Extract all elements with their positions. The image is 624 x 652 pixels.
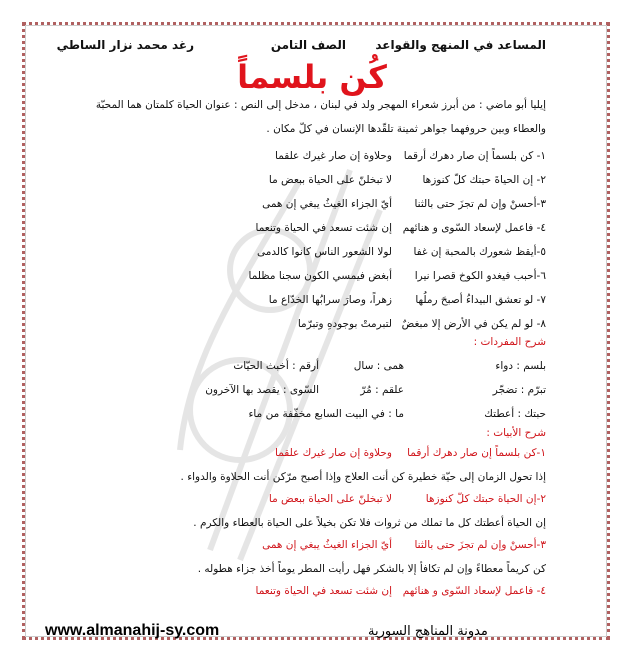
verse-first-hemistich: ٨- لو لم يكن في الأرض إلا مبغضٌ xyxy=(401,318,546,330)
verse-first-hemistich: ٧- لو تعشق البيداءُ أصبحَ رملُها xyxy=(415,294,546,306)
verse-first-hemistich: ٢-إن الحياة حبتك كلّ كنوزها xyxy=(425,493,546,505)
verse-first-hemistich: ٣-أحسنْ وإن لم تجزَ حتى بالثنا xyxy=(414,539,546,551)
vocab-entry: تبرّم : تضجّر xyxy=(492,384,546,396)
verse-first-hemistich: ٦-أحبب فيغدو الكوخ قصرا نيرا xyxy=(414,270,546,282)
vocab-entry: علقم : مُرّ xyxy=(360,384,404,396)
verse-first-hemistich: ١- كن بلسماً إن صار دهرك أرقما xyxy=(403,150,546,162)
verse-first-hemistich: ٥-أيقظ شعورك بالمحبة إن غفا xyxy=(413,246,546,258)
verse-second-hemistich: لتبرمتْ بوجودهِ وتبرّما xyxy=(297,318,392,330)
verse-second-hemistich: أبغض فيمسي الكون سجنا مظلما xyxy=(248,270,392,282)
vocab-entry: همى : سال xyxy=(353,360,404,372)
vocab-entry: حبتك : أعطتك xyxy=(484,408,546,420)
lesson-title: كُن بلسماً xyxy=(237,58,387,96)
verse-second-hemistich: أيّ الجزاء الغيثُ يبغي إن همى xyxy=(262,539,392,551)
book-title: المساعد في المنهج والقواعد xyxy=(375,38,546,52)
verse-second-hemistich: لا تبخلنّ على الحياة ببعض ما xyxy=(268,493,392,505)
verse-second-hemistich: لولا الشعور الناس كانوا كالدمى xyxy=(256,246,392,258)
verse-second-hemistich: زهراً، وصارَ سرابُها الخدّاع ما xyxy=(268,294,392,306)
verse-second-hemistich: لا تبخلنّ على الحياة ببعض ما xyxy=(268,174,392,186)
verse-explanation: كن كريماً معطاءً وإن لم تكافأ إلا بالشكر فهل رأيت المطر يوماً أخذ جزاء هطوله . xyxy=(197,563,546,575)
verse-explanation: إذا تحول الزمان إلى حيّة خطيرة كن أنت العلاج وإذا أصبح مرّكن أنت الحلاوة والدواء . xyxy=(180,471,546,483)
verse-second-hemistich: إن شئت تسعد في الحياة وتنعما xyxy=(255,222,392,234)
blog-name: مدونة المناهج السورية xyxy=(368,624,488,639)
website-url[interactable]: www.almanahij-sy.com xyxy=(45,622,220,639)
vocab-entry: بلسم : دواء xyxy=(495,360,546,372)
verse-second-hemistich: وحلاوة إن صار غيرك علقما xyxy=(275,447,392,459)
author-name: رغد محمد نزار الساطي xyxy=(56,38,194,52)
intro-line: إيليا أبو ماضي : من أبرز شعراء المهجر ولد في لبنان ، مدخل إلى النص : عنوان الحياة كلمتان هما المحبّة xyxy=(95,99,546,111)
verse-explanation: إن الحياة أعطتك كل ما تملك من ثروات فلا تكن بخيلاً على الحياة بالعطاء والكرم . xyxy=(193,517,546,529)
verse-second-hemistich: وحلاوة إن صار غيرك علقما xyxy=(275,150,392,162)
vocab-entry: ما : في البيت السابع مخفّفة من ماء xyxy=(248,408,404,420)
vocab-entry: أرقم : أخبث الحيّات xyxy=(233,360,319,372)
vocab-heading: شرح المفردات : xyxy=(473,336,546,348)
verse-first-hemistich: ٤- فاعمل لإسعاد السّوى و هنائهم xyxy=(402,585,546,597)
vocab-entry: السّوى : يقصد بها الآخرون xyxy=(205,384,319,396)
verses-heading: شرح الأبيات : xyxy=(486,427,546,439)
verse-second-hemistich: إن شئت تسعد في الحياة وتنعما xyxy=(255,585,392,597)
intro-line: والعطاء وبين حروفهما جواهر ثمينة تلقّدها الإنسان في كلّ مكان . xyxy=(266,123,546,135)
grade-label: الصف التامن xyxy=(270,38,346,52)
verse-first-hemistich: ٣-أحسنْ وإن لم تجزَ حتى بالثنا xyxy=(414,198,546,210)
verse-first-hemistich: ١-كن بلسماً إن صار دهرك أرقما xyxy=(407,447,546,459)
verse-second-hemistich: أيّ الجزاء الغيثُ يبغي إن همى xyxy=(262,198,392,210)
verse-first-hemistich: ٤- فاعمل لإسعاد السّوى و هنائهم xyxy=(402,222,546,234)
verse-first-hemistich: ٢- إن الحياةَ حبتك كلّ كنوزها xyxy=(422,174,546,186)
